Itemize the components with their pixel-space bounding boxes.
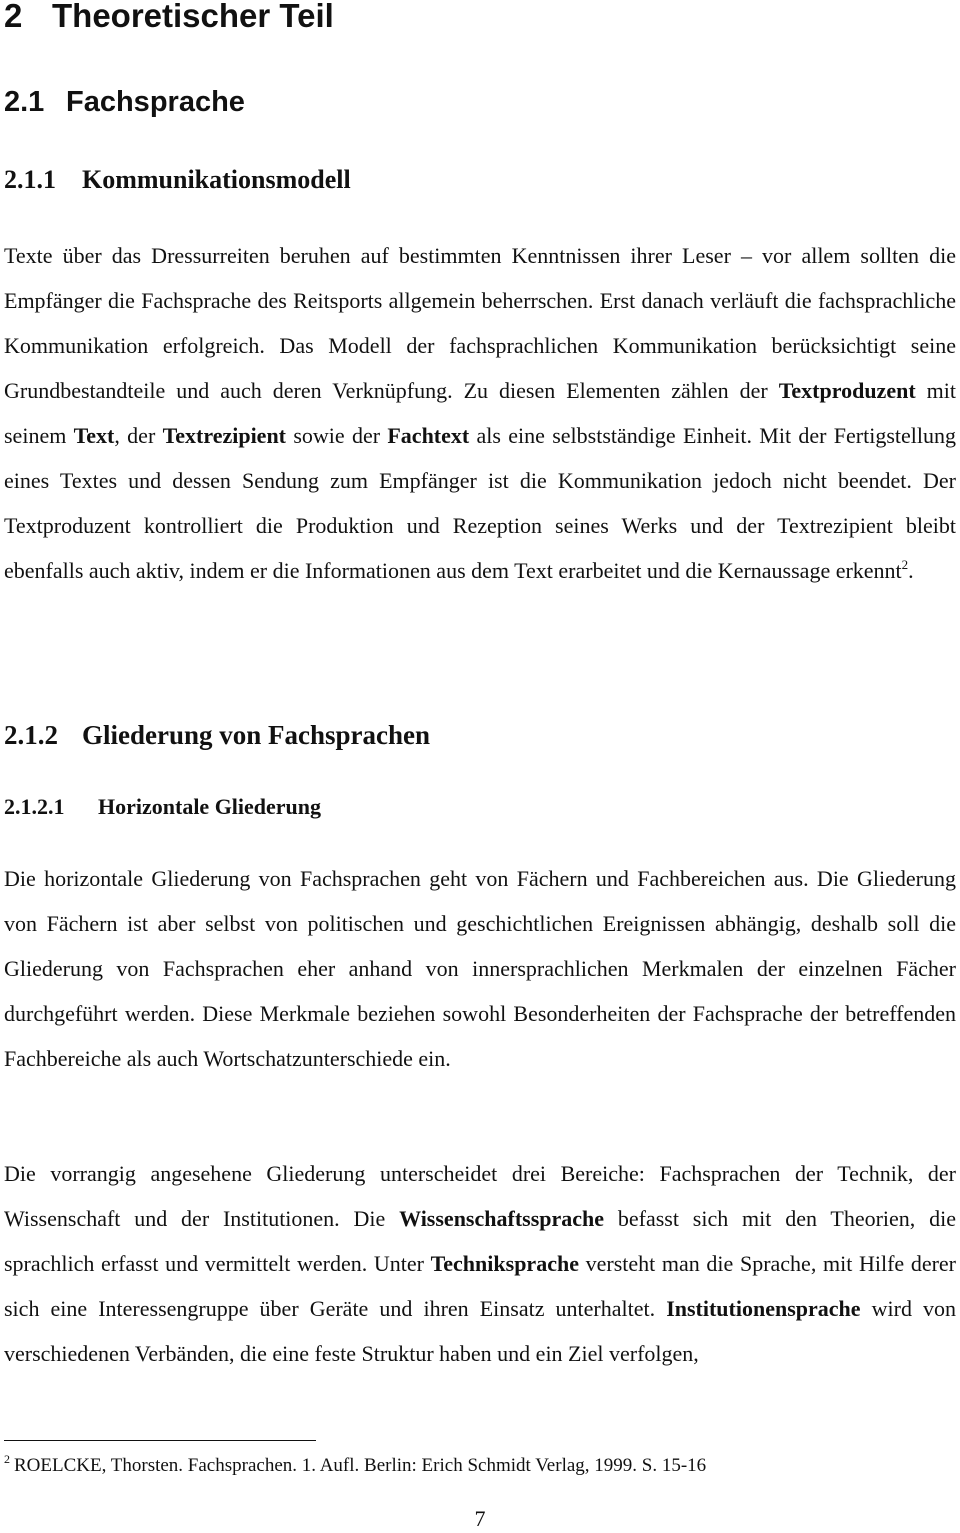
paragraph-text: als eine selbstständige Einheit. Mit der Fertigstellung eines Textes und dessen Sendung zum Empfänger ist die Kommunikation jedoch nicht beendet. Der Textproduzent kontrolliert die Produktion und Rezeption seines Werks und der Textrezipient bleibt ebenfalls auch aktiv, indem er die Informationen aus dem Text erarbeitet und die Kernaussage erkennt <box>4 423 956 583</box>
footnote-divider <box>4 1440 316 1441</box>
paragraph-text: befasst sich mit den Theorien, die sprachlich erfasst und vermittelt werden. Unter <box>4 1206 956 1276</box>
footnote-number: 2 <box>4 1452 10 1466</box>
bold-term-textrezipient: Textrezipient <box>162 423 287 448</box>
paragraph-text: wird von verschiedenen Verbänden, die eine feste Struktur haben und ein Ziel verfolgen, <box>4 1296 957 1366</box>
paragraph-kommunikationsmodell <box>4 233 956 593</box>
paragraph-text: Texte über das Dressurreiten beruhen auf bestimmten Kenntnissen ihrer Leser – vor allem sollten die Empfänger die Fachsprache des Reitsports allgemein beherrschen. Erst danach verläuft die fachsprachliche Kommunikation erfolgreich. Das Modell der fachsprachlichen Kommunikation berücksichtigt seine Grundbestandteile und auch deren Verknüpfung. Zu diesen Elementen zählen der <box>4 243 956 403</box>
bold-term-techniksprache: Techniksprache <box>430 1251 579 1276</box>
bold-term-textproduzent: Textproduzent <box>778 378 916 403</box>
chapter-number: 2 <box>4 0 23 34</box>
paragraph-text: mit seinem <box>4 378 956 448</box>
paragraph-horizontale-gliederung: Die horizontale Gliederung von Fachsprachen geht von Fächern und Fachbereichen aus. Die Gliederung von Fächern ist aber selbst von politischen und geschichtlichen Ereignissen abhängig, deshalb soll die Gliederung von Fachsprachen eher anhand von innersprachlichen Merkmalen der einzelnen Fächer durchgeführt werden. Diese Merkmale beziehen sowohl Besonderheiten der Fachsprache der betreffenden Fachbereiche als auch Wortschatzunterschiede ein. <box>4 866 956 1071</box>
paragraph-text: sowie der <box>286 423 388 448</box>
page-number: 7 <box>474 1506 486 1531</box>
section-heading <box>4 82 245 122</box>
bold-term-wissenschaftssprache: Wissenschaftssprache <box>399 1206 605 1231</box>
section-title: Fachsprache <box>66 86 245 118</box>
subsection-title: Gliederung von Fachsprachen <box>82 720 431 750</box>
section-number: 2.1 <box>4 86 45 118</box>
chapter-title: Theoretischer Teil <box>52 0 334 34</box>
subsection-heading-gliederung <box>4 716 430 754</box>
subsubsection-heading-horizontale-gliederung <box>4 792 321 822</box>
bold-term-institutionensprache: Institutionensprache <box>666 1296 861 1321</box>
chapter-heading <box>4 0 334 38</box>
bold-term-text: Text <box>73 423 115 448</box>
paragraph-text: Die vorrangig angesehene Gliederung unterscheidet drei Bereiche: Fachsprachen der Technik, der Wissenschaft und der Institutionen. Die <box>4 1161 956 1231</box>
subsubsection-title: Horizontale Gliederung <box>98 794 322 819</box>
paragraph-bereiche <box>4 1151 956 1376</box>
subsection-heading-kommunikationsmodell <box>4 162 351 198</box>
footnote-reference[interactable]: 2 <box>901 557 909 572</box>
footnote <box>4 1453 706 1479</box>
footnote-text: ROELCKE, Thorsten. Fachsprachen. 1. Aufl. Berlin: Erich Schmidt Verlag, 1999. S. 15-16 <box>14 1455 707 1476</box>
bold-term-fachtext: Fachtext <box>387 423 470 448</box>
subsection-title: Kommunikationsmodell <box>82 165 351 194</box>
subsection-number: 2.1.1 <box>4 165 56 194</box>
subsection-number: 2.1.2 <box>4 720 58 750</box>
subsubsection-number: 2.1.2.1 <box>4 794 65 819</box>
paragraph-text: versteht man die Sprache, mit Hilfe derer sich eine Interessengruppe über Geräte und ihren Einsatz unterhaltet. <box>4 1251 957 1321</box>
paragraph-text: , der <box>114 423 163 448</box>
paragraph-text: . <box>908 558 914 583</box>
